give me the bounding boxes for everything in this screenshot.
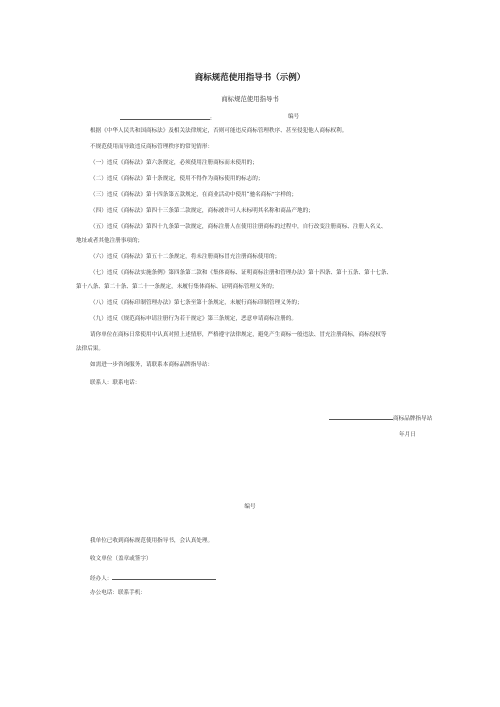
contact-line: 联系人：联系电话： <box>90 380 141 386</box>
handler-line <box>90 573 216 583</box>
addressee-colon: : <box>210 116 212 122</box>
station-signature <box>329 413 432 423</box>
list-item-continued: 第十八条、第二十条、第二十一条规定，未履行集体商标、证明商标管理义务的； <box>76 284 278 290</box>
handler-label: 经办人： <box>90 576 113 582</box>
list-item: （五）违反《商标法》第四十九条第一款规定，商标注册人在使用注册商标的过程中，自行改变注册商标、注册人名义、 <box>90 224 387 230</box>
list-item: （三）违反《商标法》第十四条第五款规定，在商业活动中使用“驰名商标”字样的； <box>90 192 298 198</box>
list-item: （四）违反《商标法》第四十三条第二款规定，商标被许可人未标明其名称和商品产地的； <box>90 208 314 214</box>
list-item: （一）违反《商标法》第六条规定，必须使用注册商标而未使用的； <box>90 160 258 166</box>
list-item: （七）违反《商标法实施条例》第四条第二款和《集体商标、证明商标注册和管理办法》第十四条、第十五条、第十七条、 <box>90 270 393 276</box>
receiver-line: 收文单位（盖章或签字） <box>90 556 152 562</box>
list-item: （六）违反《商标法》第五十二条规定，将未注册商标冒充注册商标使用的； <box>90 254 281 260</box>
document-title: 商标规范使用指导书（示例） <box>194 73 306 83</box>
date-line: 年月日 <box>399 432 416 438</box>
addressee-blank <box>120 113 210 120</box>
receipt-confirmation: 我单位已收到商标规范使用指导书，会认真处理。 <box>90 538 214 544</box>
request-paragraph: 请你单位在商标日常使用中认真对照上述情形，严格遵守法律规定，避免产生商标一般违法、冒充注册商标，商标侵权等 <box>90 332 387 338</box>
list-item-continued: 地址或者其他注册事项的； <box>76 238 144 244</box>
handler-blank <box>112 573 216 580</box>
list-item: （八）违反《商标印制管理办法》第七条至第十条规定，未履行商标印制管理义务的； <box>90 300 303 306</box>
receipt-number-label: 编号 <box>244 504 256 510</box>
intro-paragraph: 根据《中华人民共和国商标法》及相关法律规定，否则可能违反商标管理秩序、甚至侵犯他人商标权利。 <box>90 128 348 134</box>
number-label: 编号 <box>288 114 300 120</box>
phone-line: 办公电话：联系手机： <box>90 590 146 596</box>
addressee-line <box>120 113 212 123</box>
list-item: （九）违反《规范商标申请注册行为若干规定》第三条规定，恶意申请商标注册的。 <box>90 316 297 322</box>
list-intro: 不规范使用而导致违反商标管理秩序的常见情形： <box>90 144 214 150</box>
station-blank <box>329 413 393 420</box>
station-name: 商标品牌指导站 <box>393 416 433 422</box>
request-paragraph-continued: 法律后果。 <box>76 346 104 352</box>
consult-line: 如需进一步咨询服务，请联系本商标品牌指导站： <box>90 362 214 368</box>
document-subtitle: 商标规范使用指导书 <box>221 95 279 103</box>
list-item: （二）违反《商标法》第十条规定，使用不得作为商标使用的标志的； <box>90 176 264 182</box>
